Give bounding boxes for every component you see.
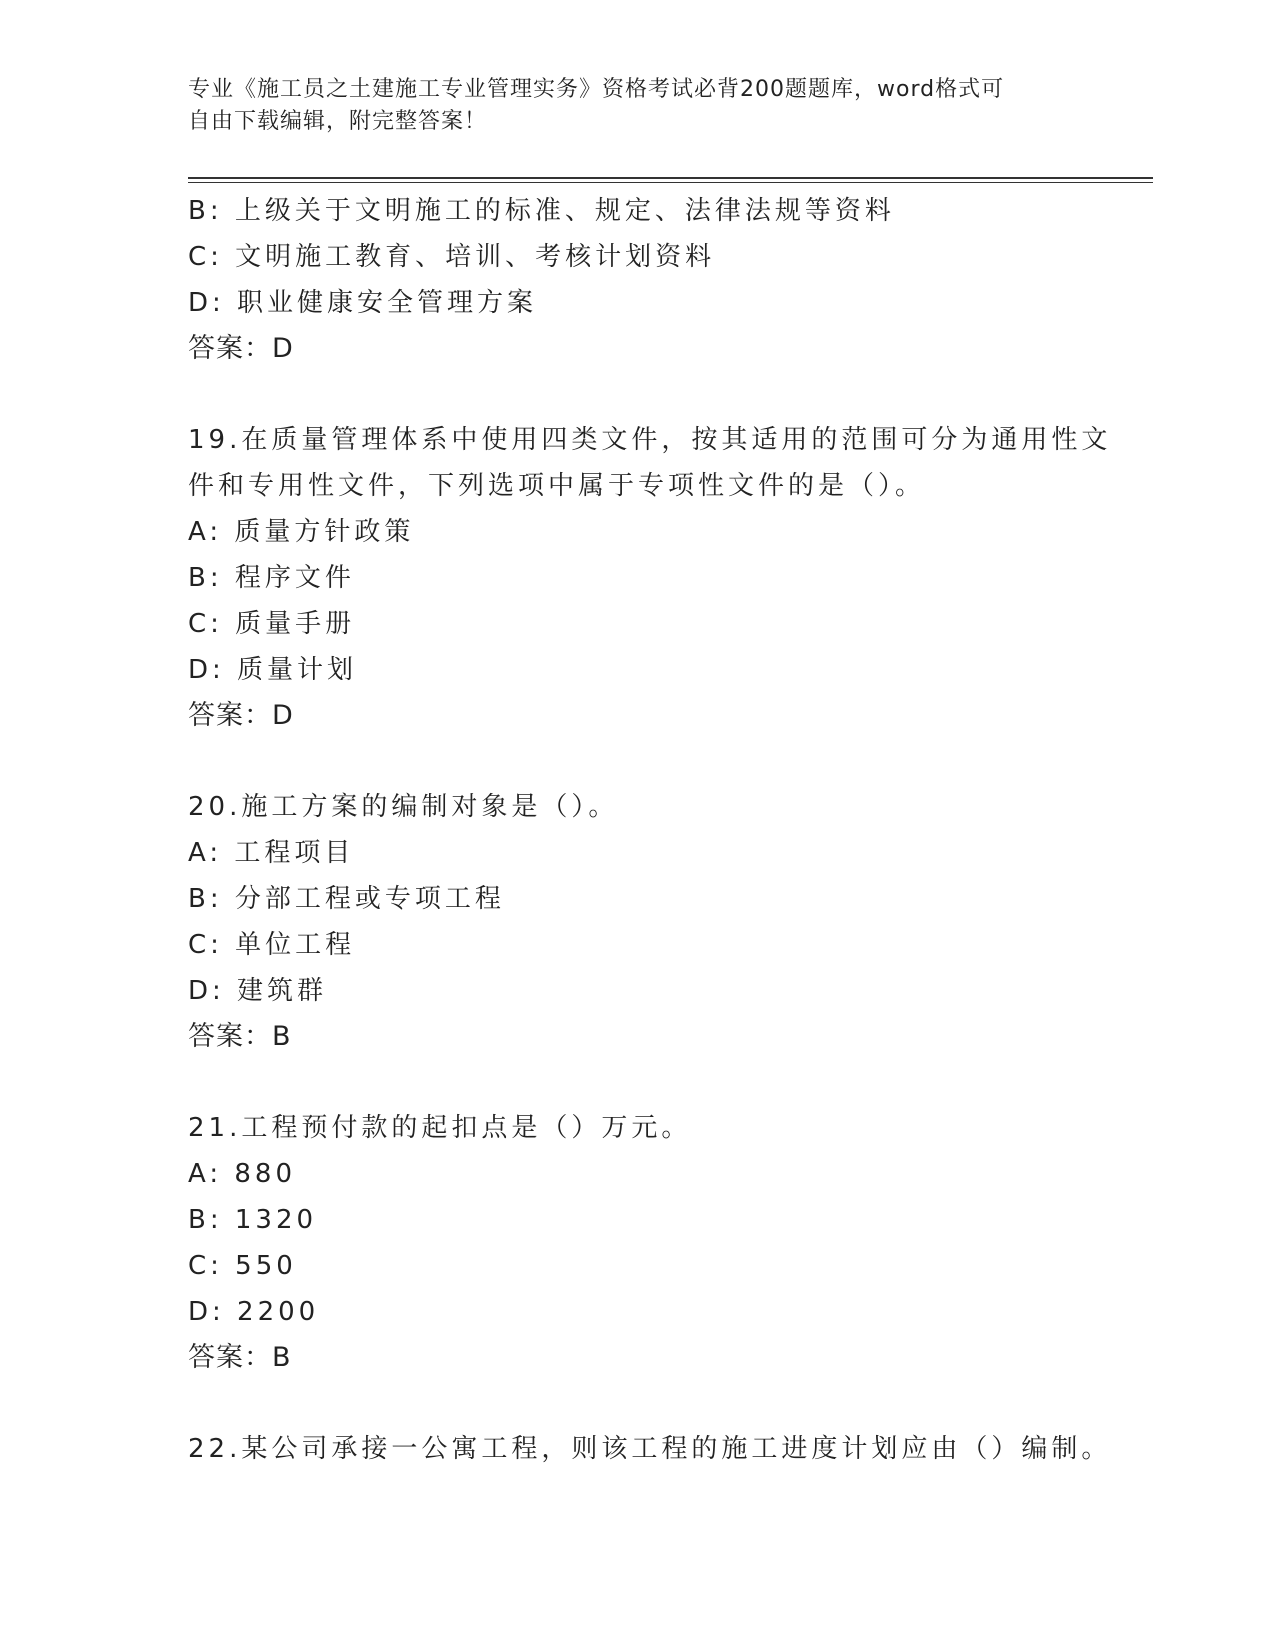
question-stem: 21.工程预付款的起扣点是（）万元。 xyxy=(188,1113,692,1143)
question-19 xyxy=(188,417,1112,739)
option-c: C: 单位工程 xyxy=(188,930,356,960)
question-stem: 19.在质量管理体系中使用四类文件，按其适用的范围可分为通用性文 xyxy=(188,425,1112,455)
spacer xyxy=(188,1060,1088,1105)
spacer xyxy=(188,739,1088,784)
question-stem: 20.施工方案的编制对象是（）。 xyxy=(188,792,619,822)
option-c: C: 550 xyxy=(188,1251,297,1281)
header-divider-top xyxy=(188,177,1153,179)
question-21 xyxy=(188,1105,1088,1381)
spacer xyxy=(188,372,1088,417)
option-d: D: 建筑群 xyxy=(188,976,328,1006)
option-a: A: 880 xyxy=(188,1159,296,1189)
spacer xyxy=(188,1381,1088,1426)
option-a: A: 工程项目 xyxy=(188,838,355,868)
answer: 答案：B xyxy=(188,1021,292,1052)
header-divider-bottom xyxy=(188,182,1153,183)
question-list xyxy=(188,188,1112,1472)
document-header xyxy=(188,74,1068,138)
option-b: B: 程序文件 xyxy=(188,563,355,593)
option-d: D: 质量计划 xyxy=(188,655,358,685)
answer: 答案：D xyxy=(188,700,294,731)
question-stem: 22.某公司承接一公寓工程，则该工程的施工进度计划应由（）编制。 xyxy=(188,1434,1112,1464)
question-22 xyxy=(188,1426,1112,1472)
option-c: C: 文明施工教育、培训、考核计划资料 xyxy=(188,242,716,272)
option-d: D: 职业健康安全管理方案 xyxy=(188,288,538,318)
answer: 答案：D xyxy=(188,333,294,364)
answer: 答案：B xyxy=(188,1342,292,1373)
option-b: B: 上级关于文明施工的标准、规定、法律法规等资料 xyxy=(188,196,895,226)
question-18 xyxy=(188,188,1088,372)
option-c: C: 质量手册 xyxy=(188,609,356,639)
question-stem-continued: 件和专用性文件，下列选项中属于专项性文件的是（）。 xyxy=(188,471,926,501)
option-b: B: 分部工程或专项工程 xyxy=(188,884,505,914)
question-20 xyxy=(188,784,1088,1060)
header-line-2: 自由下载编辑，附完整答案！ xyxy=(188,109,488,134)
option-a: A: 质量方针政策 xyxy=(188,517,415,547)
header-line-1: 专业《施工员之土建施工专业管理实务》资格考试必背200题题库，word格式可 xyxy=(188,77,1005,102)
option-d: D: 2200 xyxy=(188,1297,320,1327)
option-b: B: 1320 xyxy=(188,1205,318,1235)
